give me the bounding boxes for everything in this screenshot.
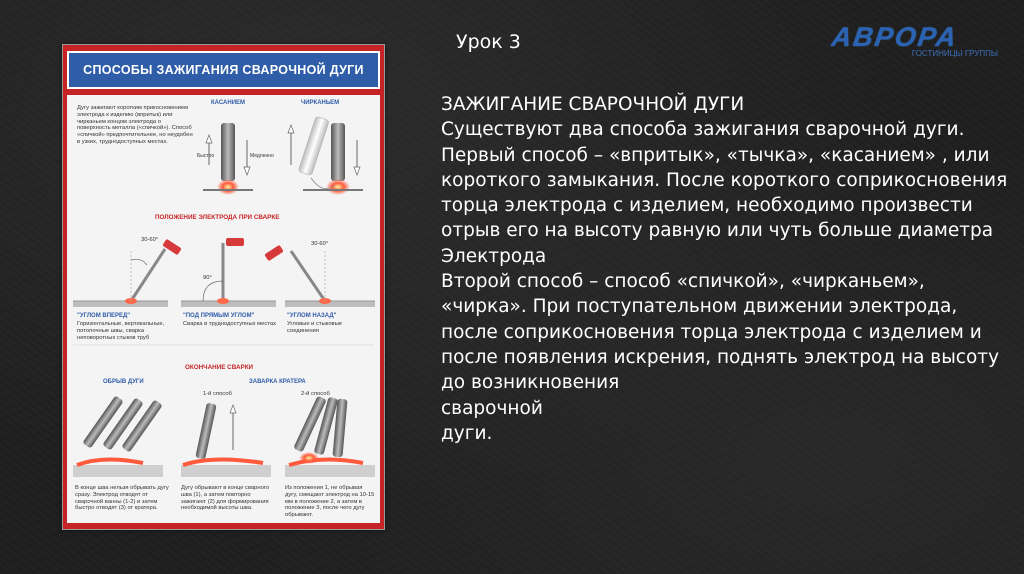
arc-break-illustration bbox=[73, 395, 163, 477]
scratch-method-illustration bbox=[288, 116, 363, 195]
arc-break-text: В конце шва нельзя обрывать дугу сразу. Электрод отводят от сварочной ванны (1-2) и затем быстро отводят (3) от кратера. bbox=[75, 485, 169, 512]
slide-body bbox=[441, 92, 1011, 446]
backward-angle-title: "УГЛОМ НАЗАД" bbox=[287, 313, 337, 319]
crater-method-2-text: Из положения 1, не обрывая дугу, смещают электрод на 10-15 мм в положение 2, а затем в положение 3, после чего дугу обрывают. bbox=[285, 485, 375, 519]
crater-fill-label: ЗАВАРКА КРАТЕРА bbox=[249, 379, 306, 385]
method-2-label: 2-й способ bbox=[301, 391, 330, 397]
poster-intro-text: Дугу зажигают коротким прикосновением электрода к изделию (впритык) или чирканьем концом электрода о поверхность металла («спичкой»). Способ «спичкой» предпочтительнее, но неудобен в узких, труднодоступных местах. bbox=[77, 105, 193, 145]
method-1-label: 1-й способ bbox=[203, 391, 232, 397]
arc-break-label: ОБРЫВ ДУГИ bbox=[103, 379, 144, 385]
logo-tagline: ГОСТИНИЦЫ ГРУППЫ bbox=[911, 49, 998, 58]
crater-fill-method-1-illustration bbox=[181, 403, 271, 477]
welding-poster bbox=[62, 44, 385, 530]
paragraph-tail-1: сварочной bbox=[441, 397, 543, 419]
fast-label: Быстро bbox=[197, 153, 215, 159]
right-angle-text: Сварка в труднодоступных местах bbox=[183, 321, 276, 327]
angle-forward-label: 30-60° bbox=[141, 237, 159, 243]
aurora-logo bbox=[829, 22, 1004, 62]
forward-angle-title: "УГЛОМ ВПЕРЕД" bbox=[77, 313, 131, 319]
backward-angle-text: Угловые и стыковые соединения bbox=[287, 321, 343, 334]
right-angle-illustration bbox=[181, 238, 276, 307]
slow-label: Медленно bbox=[250, 153, 274, 159]
logo-wordmark: АВРОРА bbox=[829, 22, 960, 52]
angle-right-label: 90° bbox=[203, 275, 212, 281]
paragraph-intro: Существуют два способа зажигания сварочной дуги. bbox=[441, 119, 965, 141]
paragraph-method-2: Второй способ – способ «спичкой», «чирканьем», «чирка». При поступательном движении электрода, после соприкосновения торца электрода с изделием и после появления искрения, поднять электрод на высоту до возникновения bbox=[441, 271, 1000, 394]
backward-angle-illustration bbox=[264, 245, 375, 307]
lesson-number: Урок 3 bbox=[456, 31, 521, 53]
crater-method-1-text: Дугу обрывают в конце сварного шва (1), а затем повторно зажигают (2) для формирования необходимой высоты шва. bbox=[181, 485, 270, 512]
paragraph-tail-2: дуги. bbox=[441, 422, 493, 444]
section-welding-end: ОКОНЧАНИЕ СВАРКИ bbox=[185, 364, 254, 371]
right-angle-title: "ПОД ПРЯМЫМ УГЛОМ" bbox=[183, 313, 255, 319]
forward-angle-text: Горизонтальные, вертикальные, потолочные швы, сварка неповоротных стыков труб bbox=[77, 321, 165, 341]
paragraph-method-1: Первый способ – «впритык», «тычка», «касанием» , или короткого замыкания. После короткого соприкосновения торца электрода с изделием, необходимо произвести отрыв его на высоту равную или чуть больше диаметра Электрода bbox=[441, 144, 1008, 267]
slide-heading: ЗАЖИГАНИЕ СВАРОЧНОЙ ДУГИ bbox=[441, 94, 745, 115]
method-scratch-label: ЧИРКАНЬЕМ bbox=[301, 100, 340, 106]
section-electrode-position: ПОЛОЖЕНИЕ ЭЛЕКТРОДА ПРИ СВАРКЕ bbox=[155, 214, 280, 221]
poster-title: СПОСОБЫ ЗАЖИГАНИЯ СВАРОЧНОЙ ДУГИ bbox=[83, 63, 364, 77]
angle-backward-label: 30-60° bbox=[311, 241, 329, 247]
crater-fill-method-2-illustration bbox=[285, 396, 375, 477]
forward-angle-illustration bbox=[73, 239, 182, 307]
method-touch-label: КАСАНИЕМ bbox=[211, 100, 246, 106]
